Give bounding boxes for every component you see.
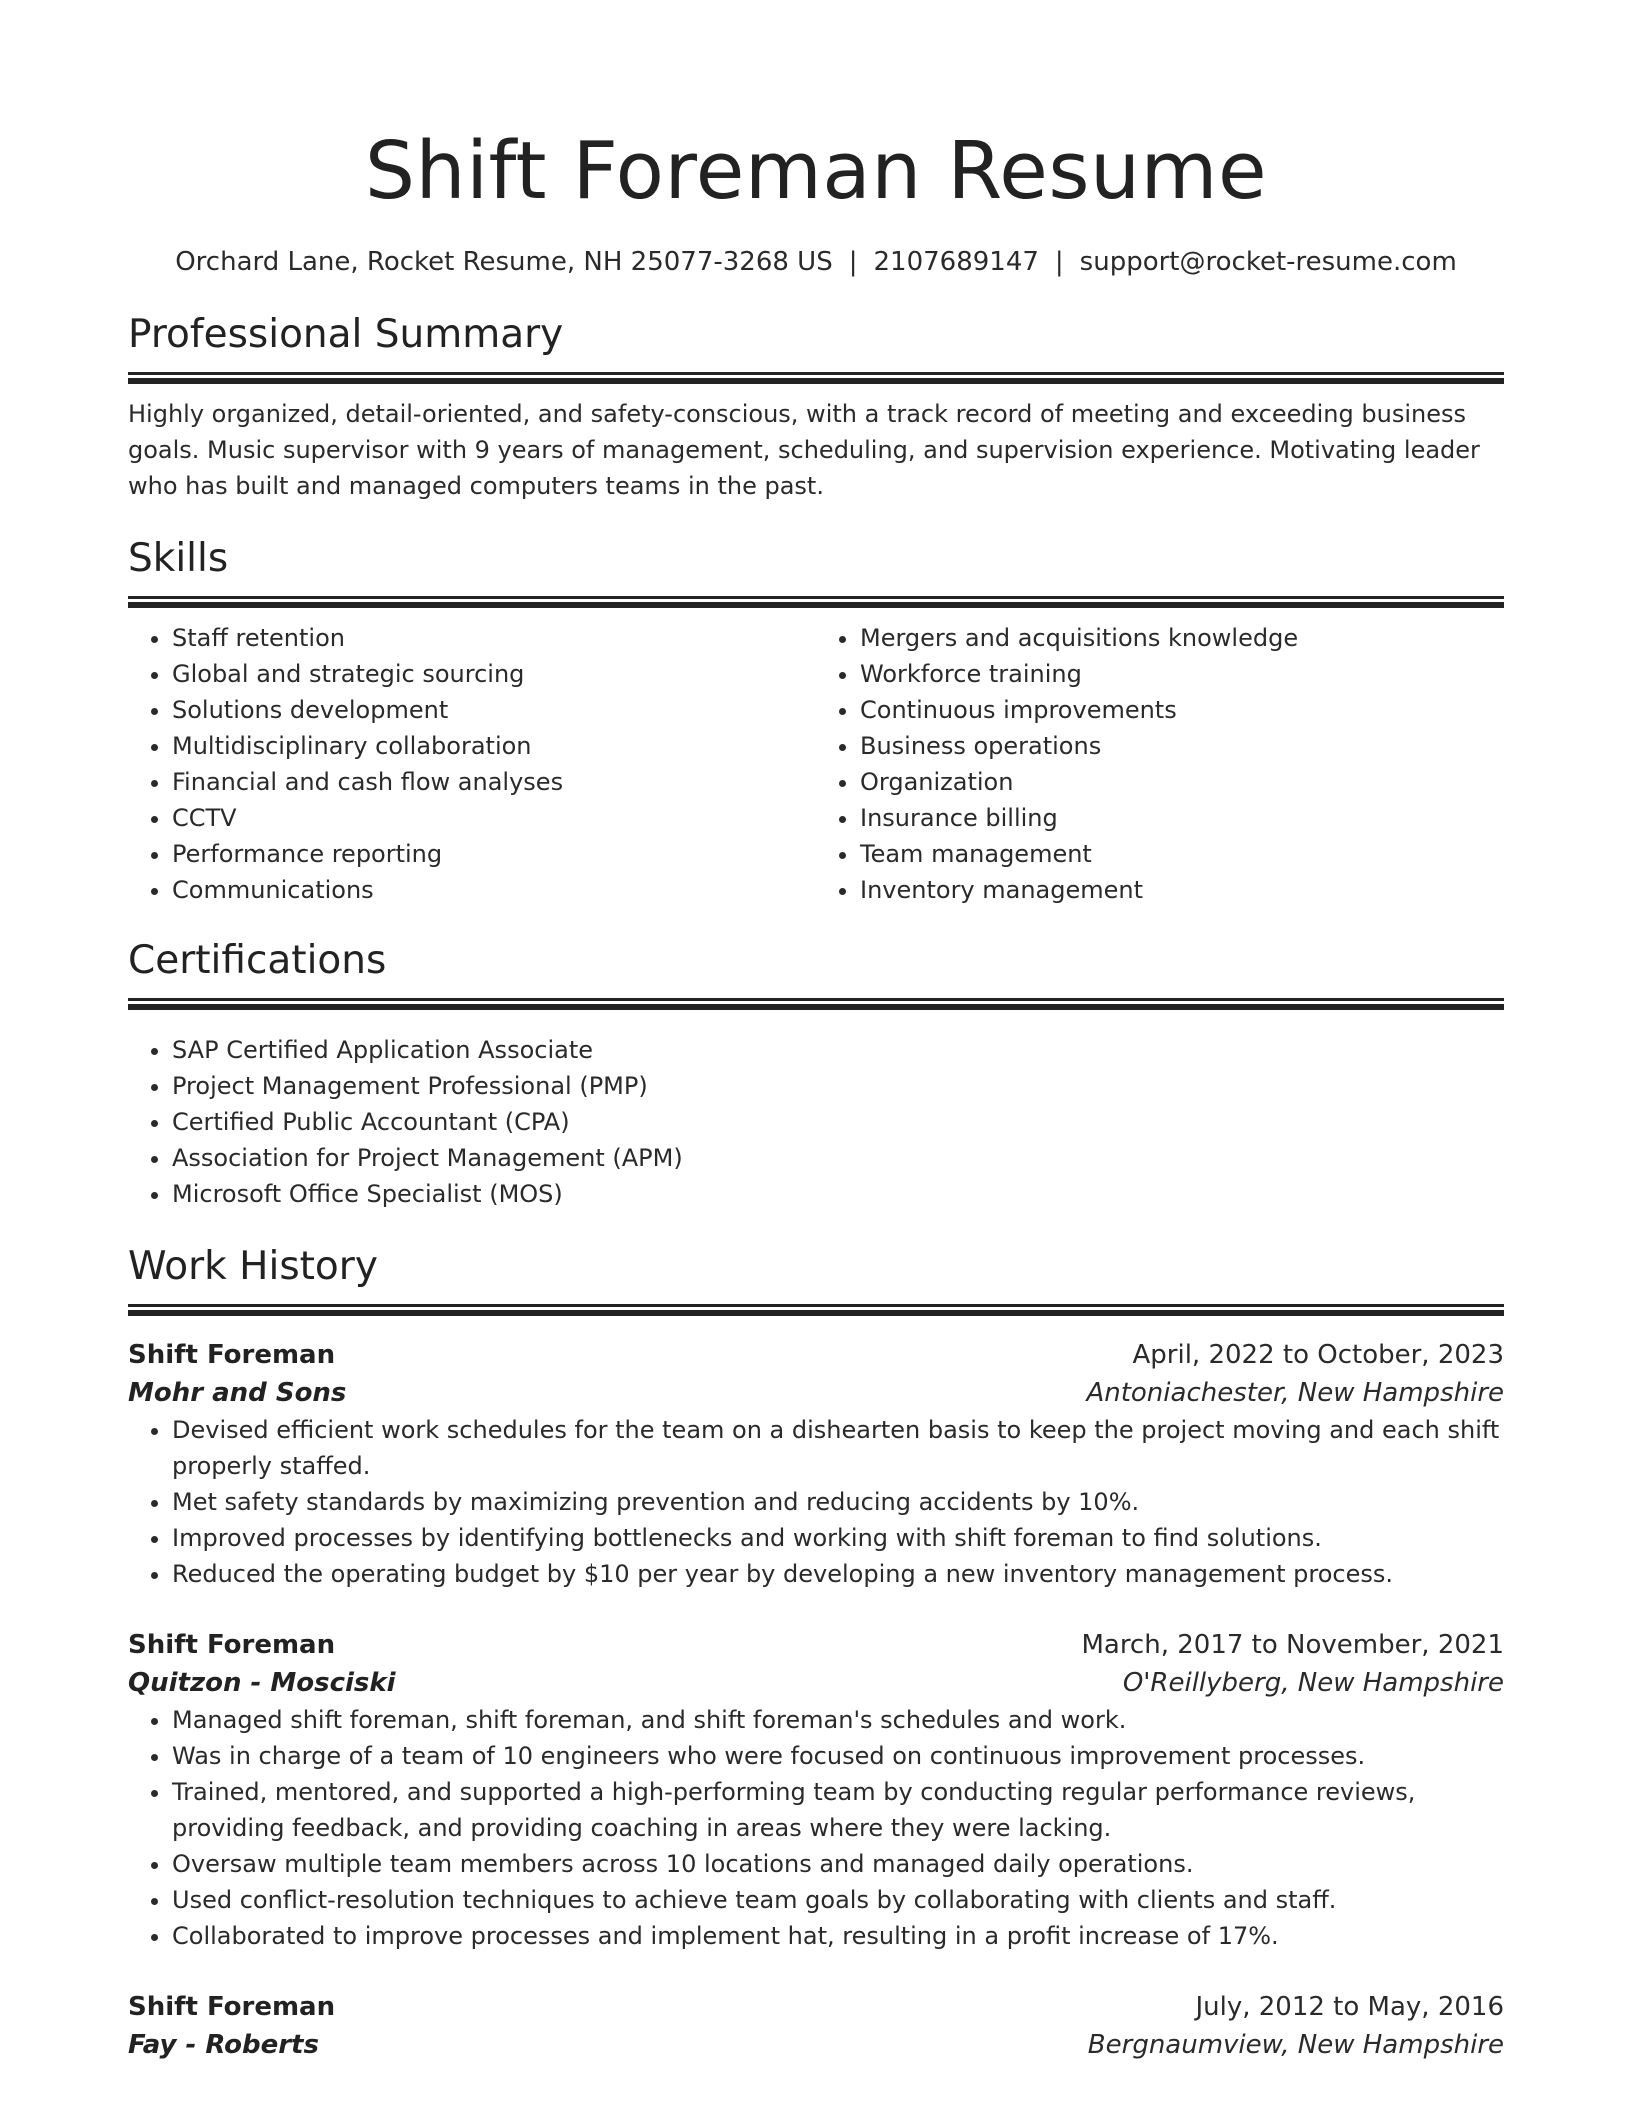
job-location: O'Reillyberg, New Hampshire <box>1122 1668 1504 1698</box>
summary-text: Highly organized, detail-oriented, and safety-conscious, with a track record of meeting and exceeding business goals. Music supervisor with 9 years of management, scheduling, and supervision experience. Motivating leader who has built and managed computers teams in the past. <box>128 400 1480 500</box>
list-item: • Multidisciplinary collaboration <box>172 728 816 764</box>
list-item: • Met safety standards by maximizing prevention and reducing accidents by 10%. <box>172 1484 1504 1520</box>
job-header <box>128 1988 1504 2026</box>
list-item: • Communications <box>172 872 816 908</box>
list-item: • CCTV <box>172 800 816 836</box>
job-subheader <box>128 1374 1504 1412</box>
list-item: • Staff retention <box>172 620 816 656</box>
contact-email: support@rocket-resume.com <box>1079 247 1457 277</box>
list-item: • Certified Public Accountant (CPA) <box>172 1104 1504 1140</box>
job-company: Quitzon - Mosciski <box>128 1668 396 1698</box>
list-item: • Managed shift foreman, shift foreman, and shift foreman's schedules and work. <box>172 1702 1504 1738</box>
job-entry <box>128 1336 1504 1592</box>
section-heading-certifications: Certifications <box>128 938 387 983</box>
job-subheader <box>128 2026 1504 2064</box>
list-item: • Collaborated to improve processes and implement hat, resulting in a profit increase of 17%. <box>172 1918 1504 1954</box>
contact-phone: 2107689147 <box>873 247 1039 277</box>
section-divider <box>128 372 1504 394</box>
list-item: • SAP Certified Application Associate <box>172 1032 1504 1068</box>
contact-address: Orchard Lane, Rocket Resume, NH 25077-3268 US <box>175 247 833 277</box>
list-item: • Global and strategic sourcing <box>172 656 816 692</box>
job-header <box>128 1626 1504 1664</box>
job-dates: March, 2017 to November, 2021 <box>1081 1630 1504 1660</box>
list-item: • Devised efficient work schedules for the team on a dishearten basis to keep the project moving and each shift properly staffed. <box>172 1412 1504 1484</box>
skills-list-right <box>816 620 1504 908</box>
job-title: Shift Foreman <box>128 1630 336 1660</box>
certifications-section <box>128 936 1504 1212</box>
certifications-list <box>128 1032 1504 1212</box>
list-item: • Was in charge of a team of 10 engineers who were focused on continuous improvement processes. <box>172 1738 1504 1774</box>
job-title: Shift Foreman <box>128 1992 336 2022</box>
section-divider <box>128 998 1504 1020</box>
list-item: • Inventory management <box>860 872 1504 908</box>
skills-column-left <box>128 620 816 908</box>
list-item: • Solutions development <box>172 692 816 728</box>
job-dates: April, 2022 to October, 2023 <box>1132 1340 1504 1370</box>
job-entry <box>128 1626 1504 1954</box>
job-entry <box>128 1988 1504 2064</box>
section-divider <box>128 1304 1504 1326</box>
list-item: • Project Management Professional (PMP) <box>172 1068 1504 1104</box>
list-item: • Improved processes by identifying bottlenecks and working with shift foreman to find solutions. <box>172 1520 1504 1556</box>
list-item: • Organization <box>860 764 1504 800</box>
job-bullets <box>128 1702 1504 1954</box>
job-bullets <box>128 1412 1504 1592</box>
list-item: • Team management <box>860 836 1504 872</box>
contact-separator: | <box>1054 247 1064 277</box>
list-item: • Oversaw multiple team members across 10 locations and managed daily operations. <box>172 1846 1504 1882</box>
job-title: Shift Foreman <box>128 1340 336 1370</box>
job-dates: July, 2012 to May, 2016 <box>1195 1992 1504 2022</box>
list-item: • Continuous improvements <box>860 692 1504 728</box>
job-company: Fay - Roberts <box>128 2030 319 2060</box>
job-location: Antoniachester, New Hampshire <box>1086 1378 1504 1408</box>
page-title: Shift Foreman Resume <box>364 125 1268 217</box>
skills-section <box>128 534 1504 908</box>
list-item: • Workforce training <box>860 656 1504 692</box>
section-heading-work-history: Work History <box>128 1244 378 1289</box>
contact-separator: | <box>848 247 858 277</box>
contact-line <box>128 244 1504 280</box>
summary-section <box>128 310 1504 504</box>
work-history-section <box>128 1242 1504 2064</box>
job-company: Mohr and Sons <box>128 1378 347 1408</box>
job-location: Bergnaumview, New Hampshire <box>1087 2030 1504 2060</box>
list-item: • Trained, mentored, and supported a high-performing team by conducting regular performance reviews, providing feedback, and providing coaching in areas where they were lacking. <box>172 1774 1504 1846</box>
list-item: • Association for Project Management (APM) <box>172 1140 1504 1176</box>
list-item: • Reduced the operating budget by $10 per year by developing a new inventory management process. <box>172 1556 1504 1592</box>
section-heading-skills: Skills <box>128 536 229 581</box>
skills-list-left <box>128 620 816 908</box>
list-item: • Insurance billing <box>860 800 1504 836</box>
job-subheader <box>128 1664 1504 1702</box>
list-item: • Financial and cash flow analyses <box>172 764 816 800</box>
list-item: • Microsoft Office Specialist (MOS) <box>172 1176 1504 1212</box>
job-header <box>128 1336 1504 1374</box>
list-item: • Business operations <box>860 728 1504 764</box>
list-item: • Mergers and acquisitions knowledge <box>860 620 1504 656</box>
skills-grid <box>128 620 1504 908</box>
list-item: • Used conflict-resolution techniques to achieve team goals by collaborating with clients and staff. <box>172 1882 1504 1918</box>
section-divider <box>128 596 1504 618</box>
skills-column-right <box>816 620 1504 908</box>
list-item: • Performance reporting <box>172 836 816 872</box>
section-heading-summary: Professional Summary <box>128 312 564 357</box>
